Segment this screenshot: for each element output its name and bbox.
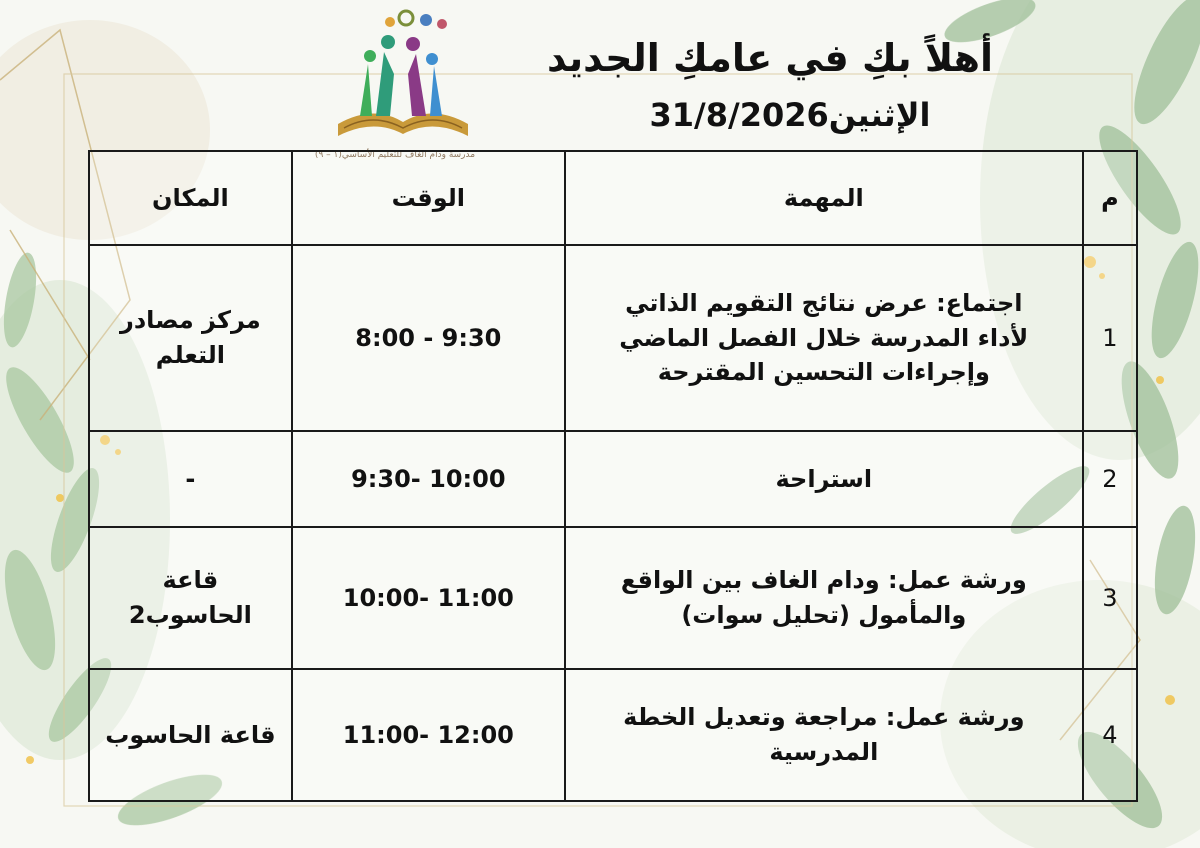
row-num: 3	[1083, 527, 1137, 669]
table-row	[89, 669, 1137, 801]
row-task: ورشة عمل: ودام الغاف بين الواقع والمأمول (تحليل سوات)	[565, 527, 1083, 669]
table-header-row	[89, 151, 1137, 245]
row-task: اجتماع: عرض نتائج التقويم الذاتي لأداء المدرسة خلال الفصل الماضي وإجراءات التحسين المقترحة	[565, 245, 1083, 431]
table-row	[89, 245, 1137, 431]
row-num: 4	[1083, 669, 1137, 801]
schedule-table	[88, 150, 1138, 802]
row-task: استراحة	[565, 431, 1083, 527]
date-heading: الإثنين31/8/2026	[649, 96, 931, 134]
row-num: 1	[1083, 245, 1137, 431]
row-time: 11:00- 12:00	[292, 669, 565, 801]
header-place: المكان	[89, 151, 292, 245]
row-place: قاعة الحاسوب2	[89, 527, 292, 669]
header-task: المهمة	[565, 151, 1083, 245]
row-place: قاعة الحاسوب	[89, 669, 292, 801]
table-row	[89, 431, 1137, 527]
row-time: 10:00- 11:00	[292, 527, 565, 669]
row-task: ورشة عمل: مراجعة وتعديل الخطة المدرسية	[565, 669, 1083, 801]
row-time: 8:00 - 9:30	[292, 245, 565, 431]
school-name-caption: مدرسة ودام الغاف للتعليم الأساسي(١ – ٩)	[314, 150, 476, 160]
school-logo	[318, 4, 488, 164]
row-time: 9:30- 10:00	[292, 431, 565, 527]
row-num: 2	[1083, 431, 1137, 527]
header-num: م	[1083, 151, 1137, 245]
row-place: -	[89, 431, 292, 527]
row-place: مركز مصادر التعلم	[89, 245, 292, 431]
header-time: الوقت	[292, 151, 565, 245]
table-row	[89, 527, 1137, 669]
page-title: أهلاً بكِ في عامكِ الجديد	[546, 36, 994, 80]
